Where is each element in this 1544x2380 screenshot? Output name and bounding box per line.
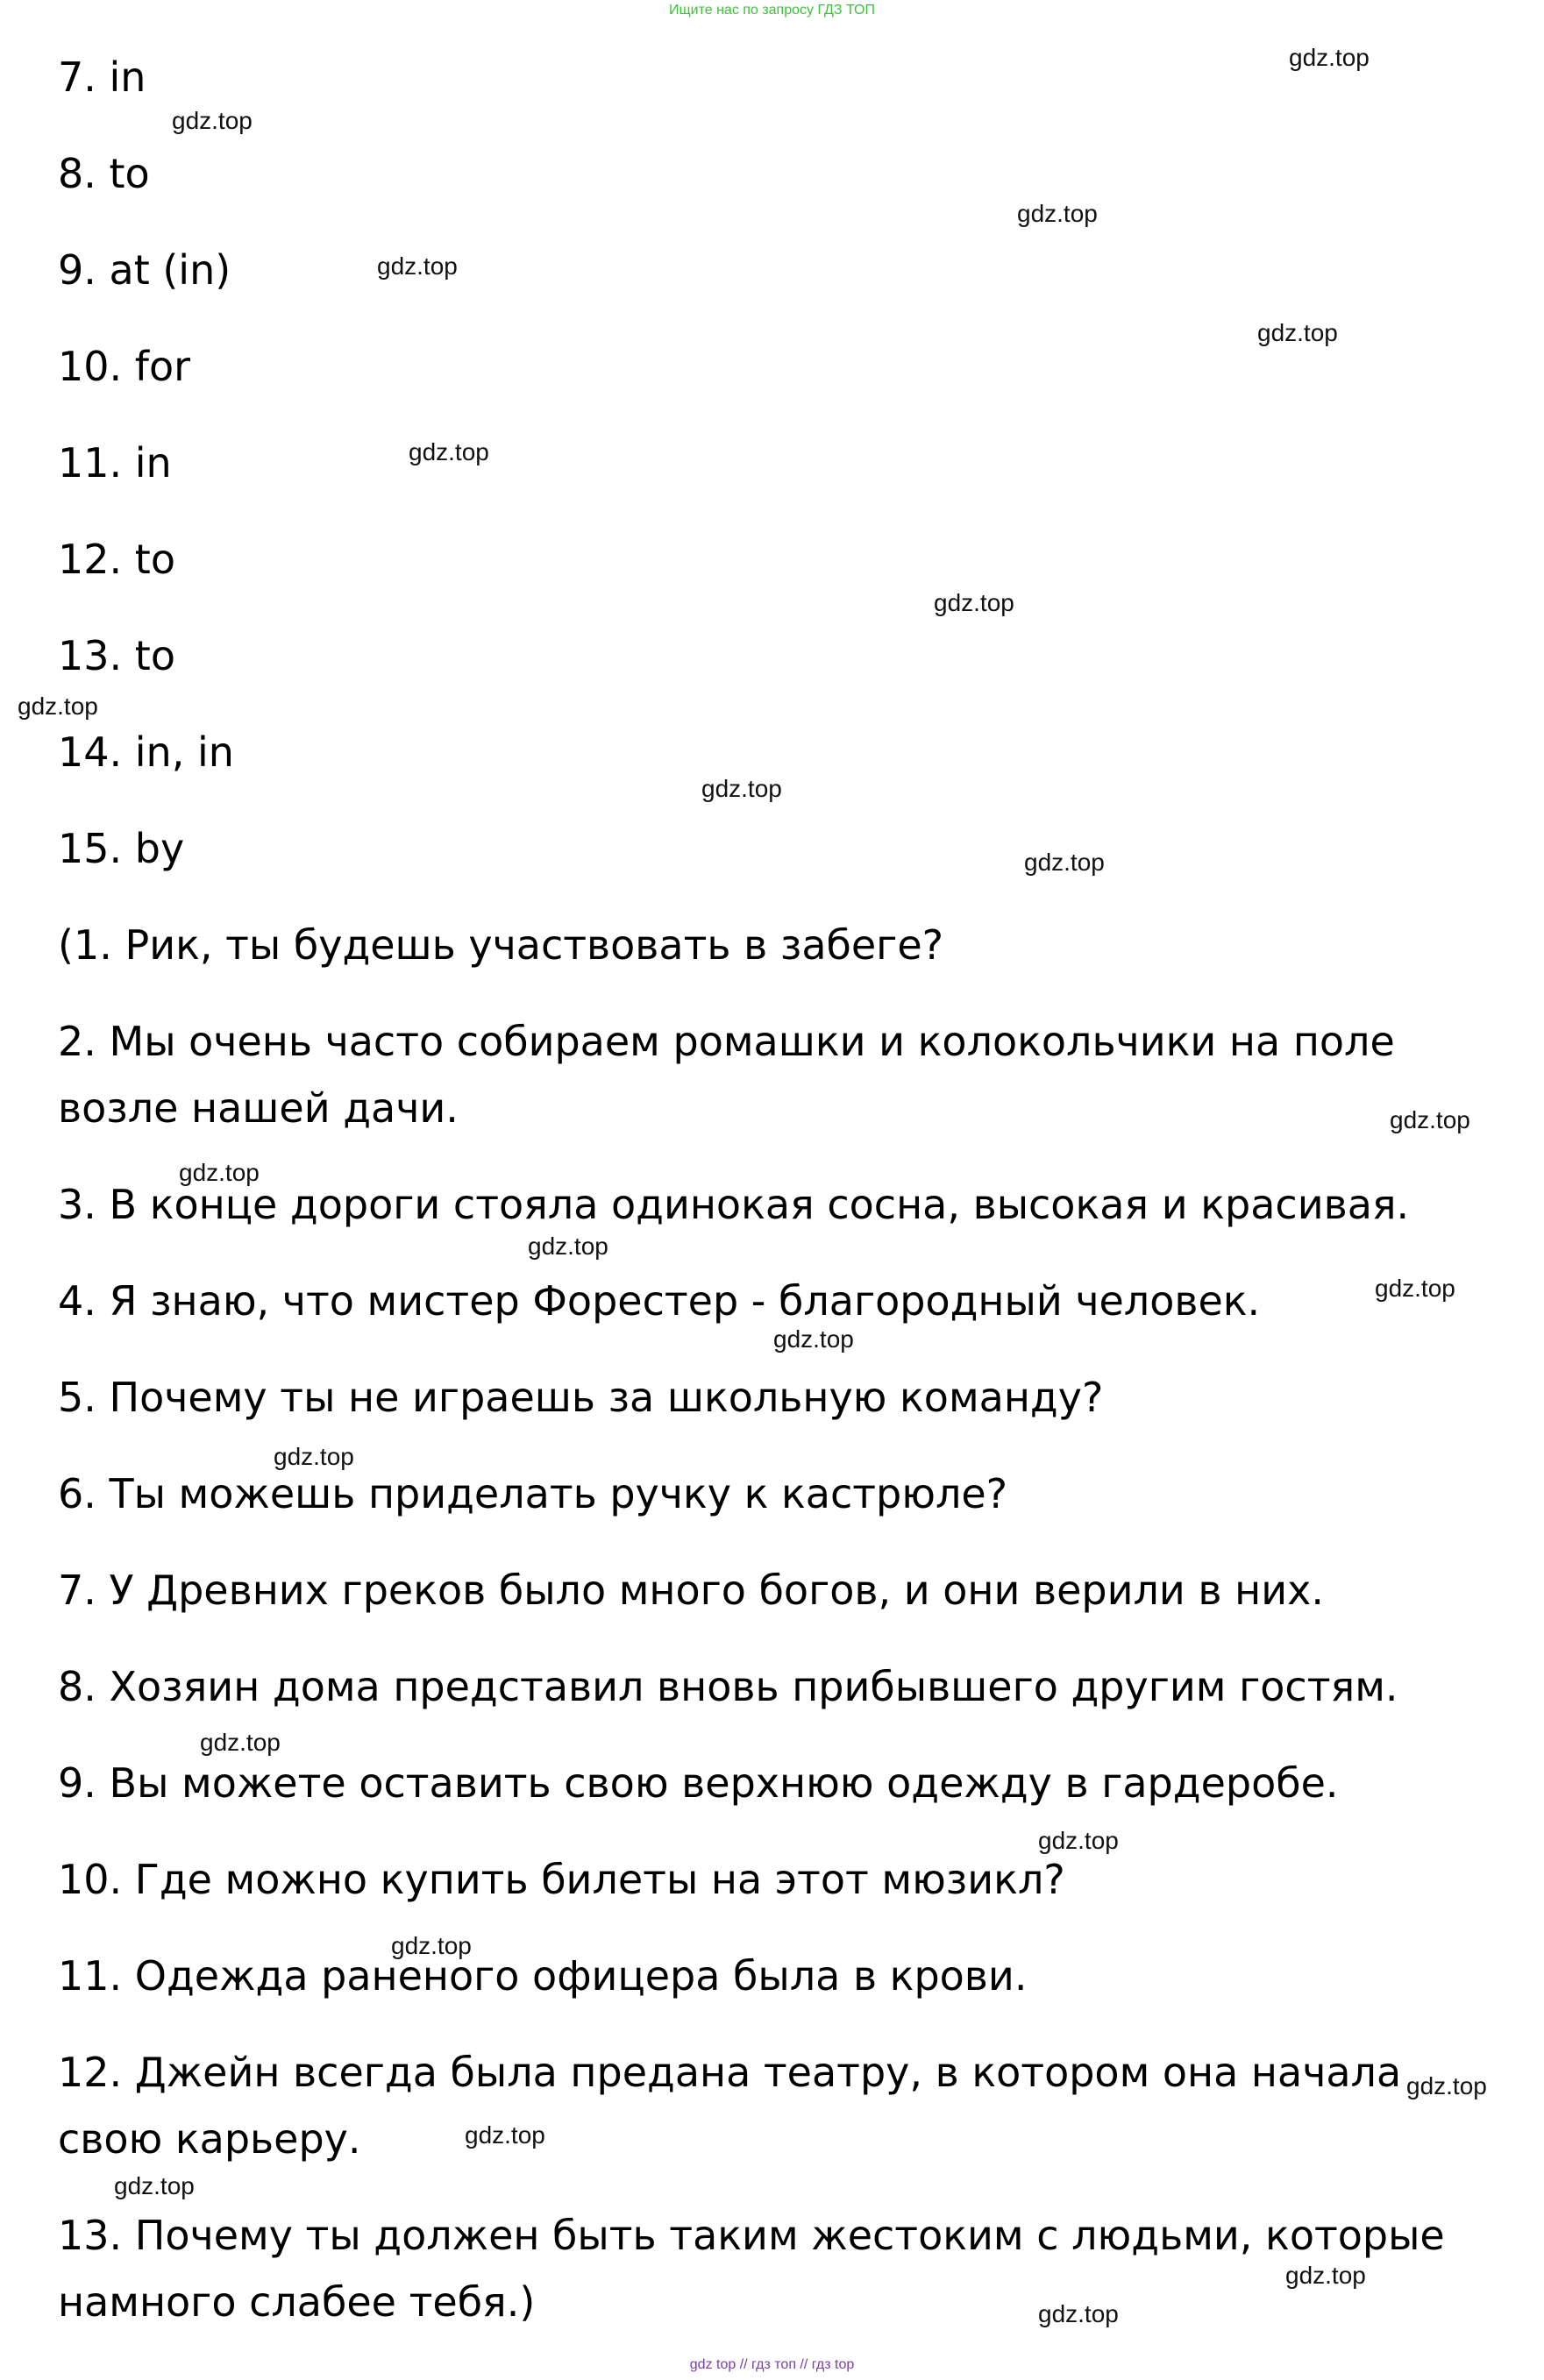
watermark: gdz.top bbox=[1289, 44, 1370, 71]
watermark: gdz.top bbox=[409, 438, 489, 465]
translation-line: 12. Джейн всегда была предана театру, в котором она начала bbox=[58, 2049, 1402, 2096]
watermark: gdz.top bbox=[172, 107, 253, 134]
answer-line: 12. to bbox=[58, 536, 175, 583]
answer-line: 9. at (in) bbox=[58, 246, 231, 294]
watermark: gdz.top bbox=[1038, 2300, 1119, 2327]
watermark: gdz.top bbox=[1390, 1106, 1470, 1133]
answer-line: 11. in bbox=[58, 439, 172, 487]
watermark: gdz.top bbox=[200, 1729, 281, 1756]
watermark: gdz.top bbox=[1017, 200, 1098, 227]
translation-line: 13. Почему ты должен быть таким жестоким с людьми, которые bbox=[58, 2212, 1445, 2259]
footer: gdz top // гдз топ // гдз top bbox=[689, 2357, 855, 2372]
watermark: gdz.top bbox=[1285, 2262, 1366, 2289]
watermark: gdz.top bbox=[1038, 1827, 1119, 1854]
watermark: gdz.top bbox=[701, 775, 782, 802]
answer-line: 10. for bbox=[58, 343, 191, 390]
translation-line: 9. Вы можете оставить свою верхнюю одежду в гардеробе. bbox=[58, 1759, 1339, 1807]
watermark: gdz.top bbox=[773, 1325, 854, 1353]
translation-line: 11. Одежда раненого офицера была в крови. bbox=[58, 1952, 1028, 2000]
watermark: gdz.top bbox=[391, 1932, 472, 1959]
translation-line: 6. Ты можешь приделать ручку к кастрюле? bbox=[58, 1470, 1008, 1517]
watermark: gdz.top bbox=[528, 1233, 608, 1260]
answer-line: 14. in, in bbox=[58, 728, 234, 776]
translation-line: свою карьеру. bbox=[58, 2115, 361, 2163]
translation-line: 8. Хозяин дома представил вновь прибывшего другим гостям. bbox=[58, 1663, 1398, 1710]
answer-line: 15. by bbox=[58, 825, 185, 872]
watermark: gdz.top bbox=[1375, 1275, 1455, 1302]
answer-line: 13. to bbox=[58, 632, 175, 679]
translation-line: 10. Где можно купить билеты на этот мюзикл? bbox=[58, 1856, 1065, 1903]
watermark: gdz.top bbox=[179, 1159, 260, 1186]
watermark: gdz.top bbox=[377, 252, 458, 280]
translation-line: намного слабее тебя.) bbox=[58, 2278, 536, 2326]
watermark: gdz.top bbox=[18, 693, 98, 720]
translation-line: 2. Мы очень часто собираем ромашки и колокольчики на поле bbox=[58, 1018, 1395, 1065]
translation-line: (1. Рик, ты будешь участвовать в забеге? bbox=[58, 921, 944, 969]
translation-line: 5. Почему ты не играешь за школьную команду? bbox=[58, 1374, 1104, 1421]
watermark: gdz.top bbox=[1257, 319, 1338, 346]
watermark: gdz.top bbox=[934, 589, 1014, 616]
watermark: gdz.top bbox=[1406, 2072, 1487, 2099]
translation-line: 7. У Древних греков было много богов, и они верили в них. bbox=[58, 1567, 1324, 1614]
translation-line: возле нашей дачи. bbox=[58, 1084, 459, 1132]
watermark: gdz.top bbox=[114, 2172, 195, 2199]
translation-line: 3. В конце дороги стояла одинокая сосна, высокая и красивая. bbox=[58, 1181, 1410, 1228]
answer-line: 7. in bbox=[58, 53, 146, 101]
watermark: gdz.top bbox=[465, 2121, 545, 2149]
translation-line: 4. Я знаю, что мистер Форестер - благородный человек. bbox=[58, 1277, 1261, 1325]
watermark: gdz.top bbox=[274, 1443, 354, 1470]
answer-line: 8. to bbox=[58, 150, 150, 197]
watermark: gdz.top bbox=[1024, 849, 1105, 876]
top-banner: Ищите нас по запросу ГДЗ ТОП bbox=[669, 3, 875, 18]
